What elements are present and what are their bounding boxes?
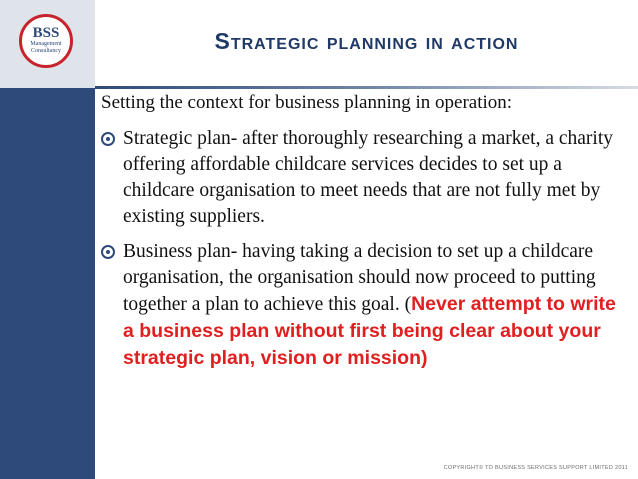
bullet-text: Business plan- having taking a decision to set up a childcare organisation, the organisation should now proceed to putting together a plan to achieve this goal. ( — [123, 241, 596, 315]
bullet-text: Strategic plan- after thoroughly researching a market, a charity offering affordable childcare services decides to set up a childcare organisation to meet needs that are not fully met by existing suppliers. — [123, 128, 613, 227]
bullet-item-strategic-plan — [101, 126, 631, 230]
bullet-emphasis-text: Never attempt to write a business plan without first being clear about your strategic plan, vision or mission) — [123, 293, 616, 369]
slide-title: Strategic planning in action — [214, 28, 519, 54]
title-divider — [95, 86, 638, 89]
logo-subtext: Management Consultancy — [30, 41, 62, 54]
logo-area — [0, 0, 95, 88]
bullet-target-icon — [101, 132, 115, 146]
bullet-item-business-plan — [101, 239, 631, 372]
intro-text: Setting the context for business planning in operation: — [101, 92, 513, 113]
bullet-list — [101, 126, 631, 381]
logo-text: BSS — [32, 25, 60, 41]
copyright-footer: COPYRIGHT© TO BUSINESS SERVICES SUPPORT LIMITED 2011 — [443, 465, 628, 471]
bullet-target-icon — [101, 245, 115, 259]
company-logo — [19, 14, 73, 68]
